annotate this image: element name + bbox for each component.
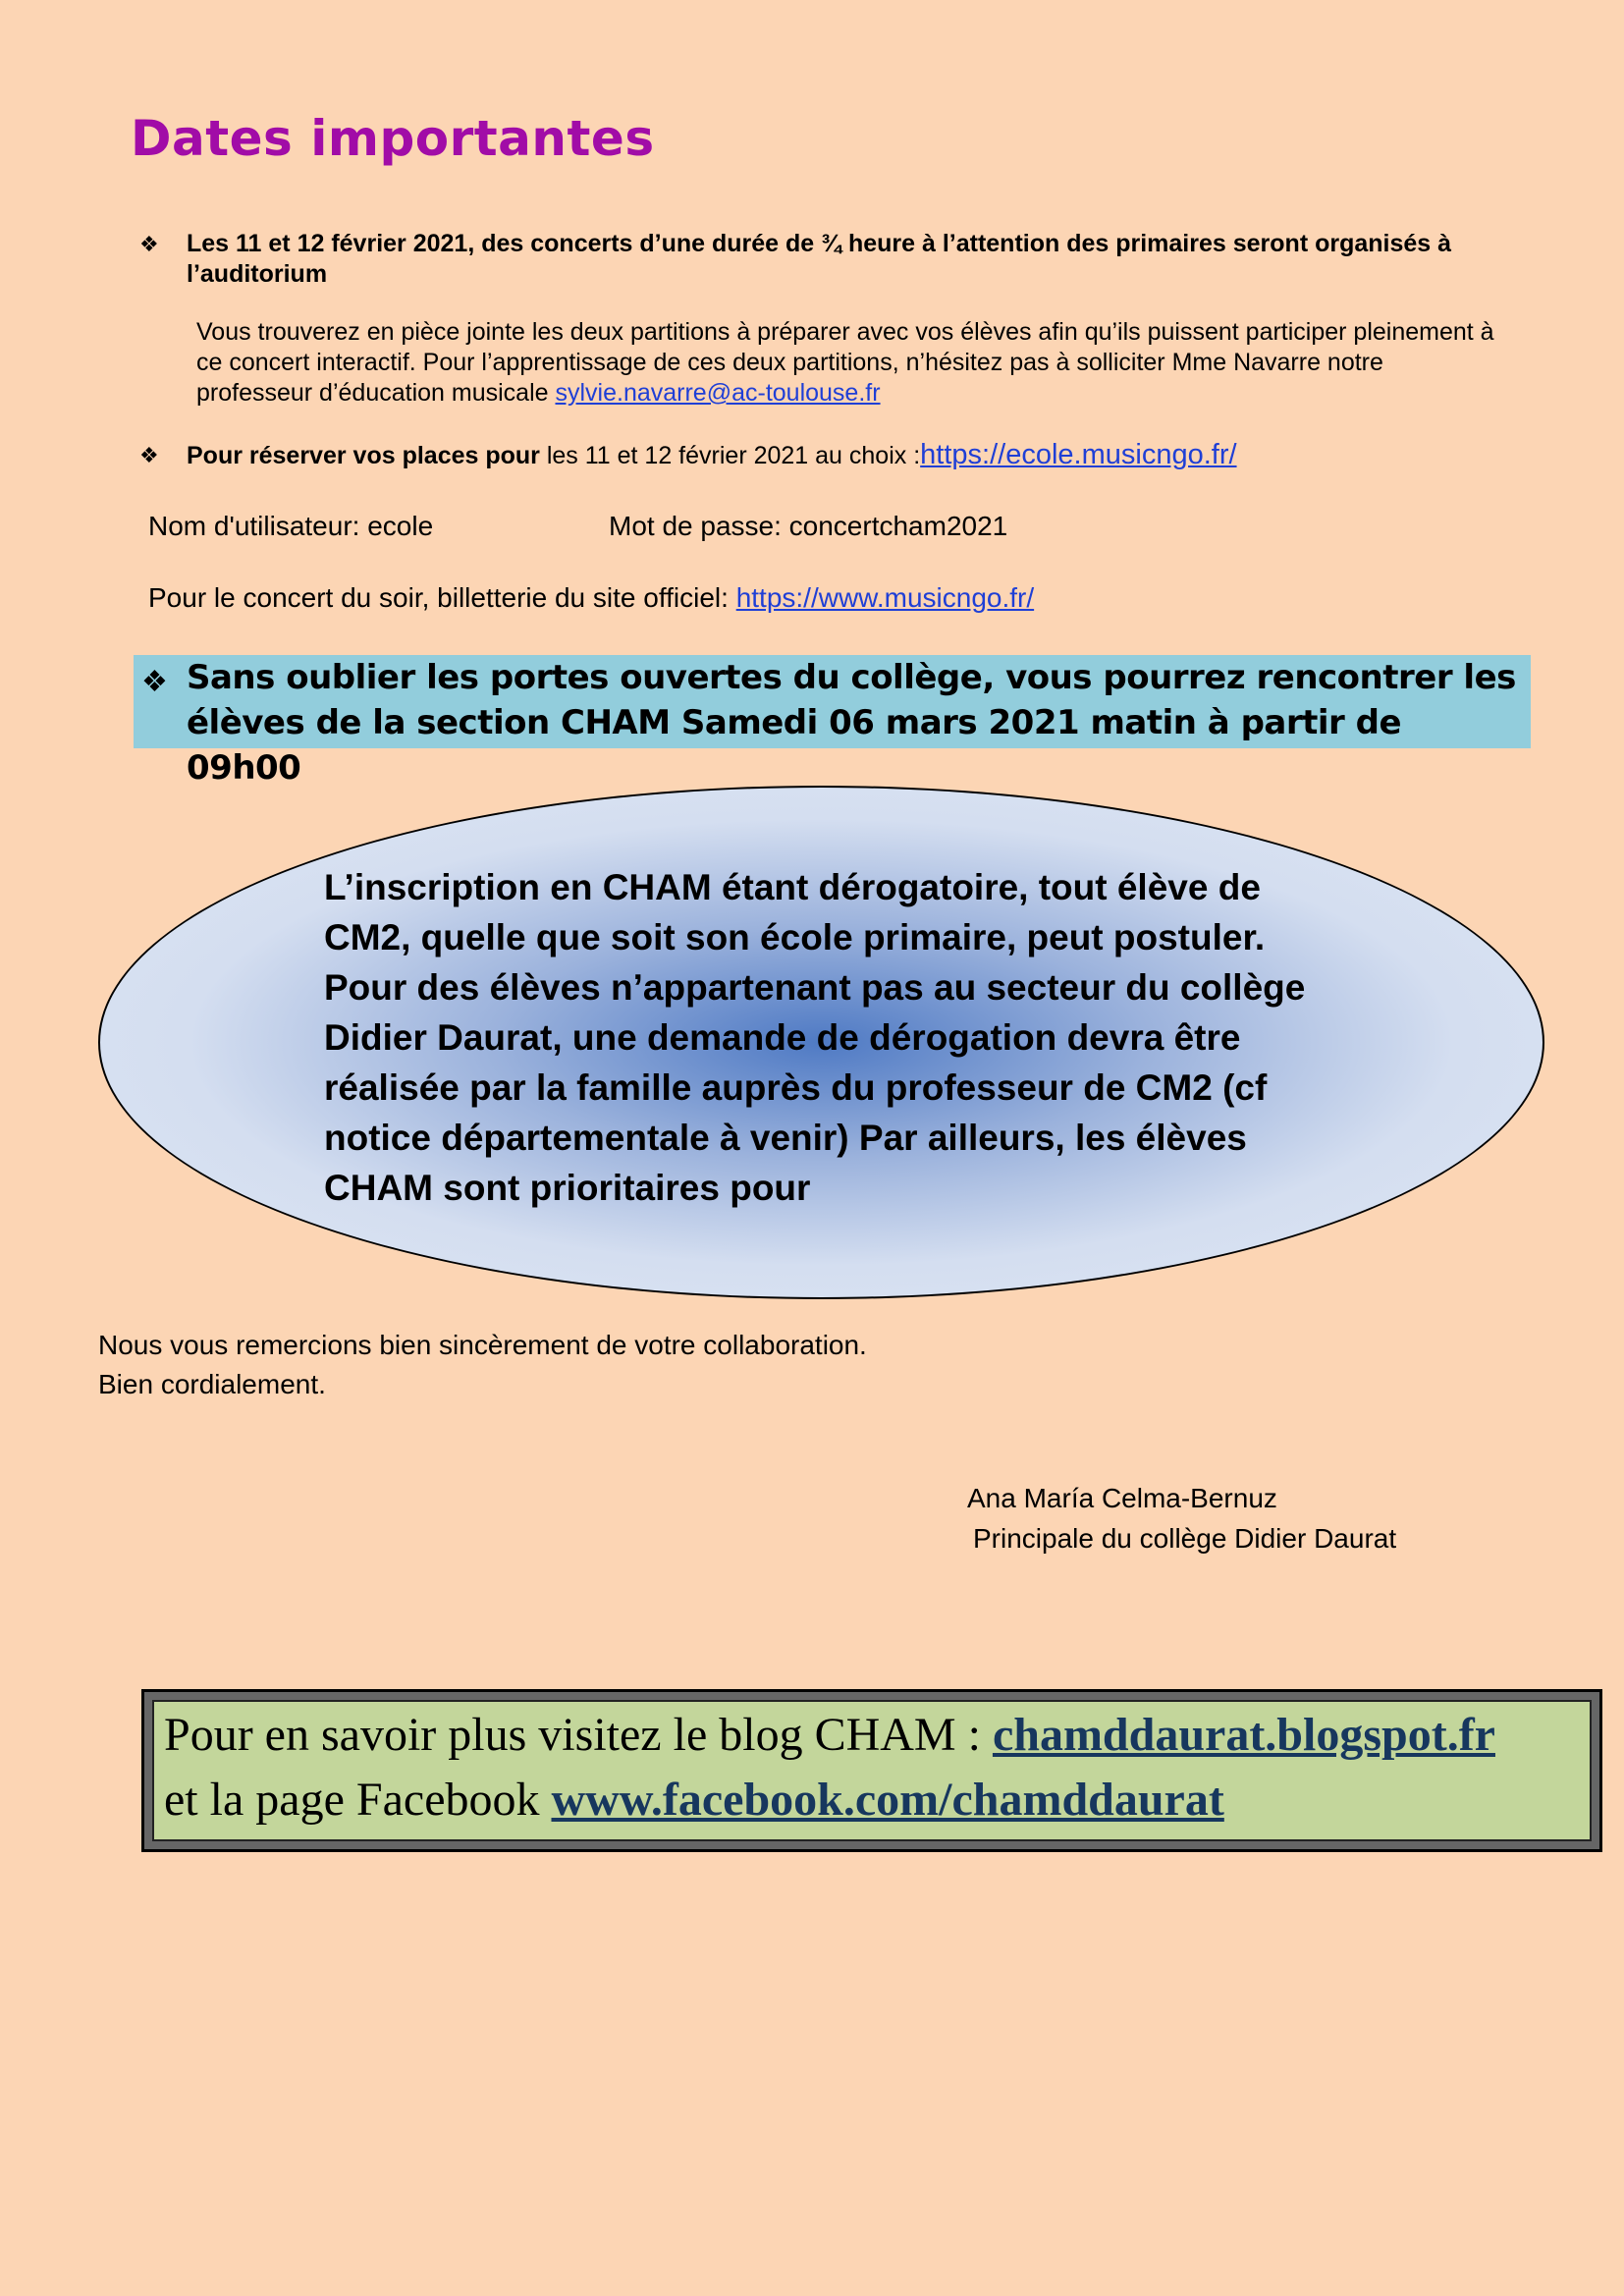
evening-concert-text: Pour le concert du soir, billetterie du site officiel: <box>148 582 736 613</box>
facebook-line <box>164 1768 1588 1832</box>
diamond-bullet-icon: ❖ <box>141 666 168 698</box>
diamond-bullet-icon: ❖ <box>139 443 159 467</box>
evening-concert-line <box>148 582 1034 614</box>
email-link[interactable]: sylvie.navarre@ac-toulouse.fr <box>555 379 881 407</box>
partitions-text: Vous trouverez en pièce jointe les deux partitions à préparer avec vos élèves afin qu’ils puissent participer pleinement à ce concert interactif. Pour l’apprentissage de ces deux partitions, n’hésitez pas à solliciter Mme Navarre notre professeur d’éducation musicale <box>196 318 1494 407</box>
facebook-link[interactable]: www.facebook.com/chamddaurat <box>551 1774 1224 1826</box>
reservation-bold-label: Pour réserver vos places pour <box>187 442 540 469</box>
bullet-reservation <box>187 440 1542 471</box>
password-text: Mot de passe: concertcham2021 <box>609 511 1008 541</box>
blog-line <box>164 1703 1588 1768</box>
partitions-paragraph <box>196 317 1502 409</box>
closing-text <box>98 1326 867 1404</box>
blog-link[interactable]: chamddaurat.blogspot.fr <box>992 1709 1495 1761</box>
closing-line-2: Bien cordialement. <box>98 1369 326 1399</box>
open-house-text: Sans oublier les portes ouvertes du collège, vous pourrez rencontrer les élèves de la section CHAM Samedi 06 mars 2021 matin à partir de 09h00 <box>187 658 1516 788</box>
signature-name: Ana María Celma-Bernuz <box>967 1483 1277 1513</box>
ecole-musicngo-link[interactable]: https://ecole.musicngo.fr/ <box>920 439 1237 470</box>
blog-text <box>164 1703 1588 1832</box>
musicngo-link[interactable]: https://www.musicngo.fr/ <box>735 582 1035 613</box>
page-title: Dates importantes <box>131 110 655 167</box>
bullet-concerts-dates: Les 11 et 12 février 2021, des concerts d’une durée de ¾ heure à l’attention des primaires seront organisés à l’auditorium <box>187 230 1452 288</box>
reservation-text: les 11 et 12 février 2021 au choix : <box>539 442 921 469</box>
diamond-bullet-icon: ❖ <box>139 232 159 256</box>
blog-prefix: Pour en savoir plus visitez le blog CHAM : <box>164 1709 993 1761</box>
signature-role: Principale du collège Didier Daurat <box>973 1523 1397 1554</box>
inscription-text: L’inscription en CHAM étant dérogatoire, tout élève de CM2, quelle que soit son école primaire, peut postuler. Pour des élèves n’appartenant pas au secteur du collège Didier Daurat, une demande de dérogation devra être réalisée par la famille auprès du professeur de CM2 (cf notice départementale à venir) Par ailleurs, les élèves CHAM sont prioritaires pour <box>324 867 1306 1208</box>
closing-line-1: Nous vous remercions bien sincèrement de votre collaboration. <box>98 1330 867 1360</box>
facebook-prefix: et la page Facebook <box>164 1774 552 1826</box>
username-text: Nom d'utilisateur: ecole <box>148 511 434 541</box>
